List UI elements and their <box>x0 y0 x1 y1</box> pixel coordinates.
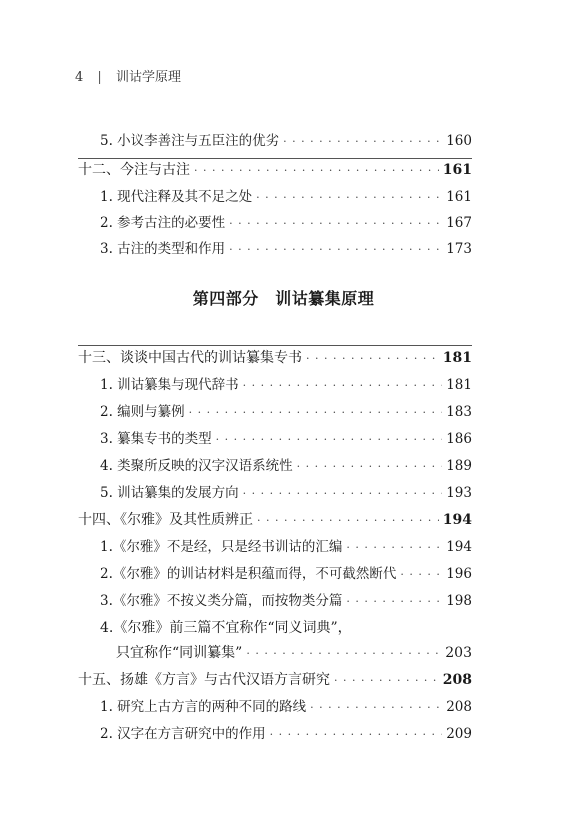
toc-entry-page: 183 <box>446 404 472 420</box>
toc-chapter-page: 181 <box>442 350 472 366</box>
toc-leader <box>229 240 442 260</box>
toc-entry-page: 167 <box>446 215 472 231</box>
toc-leader <box>400 565 442 585</box>
toc-chapter[interactable] <box>78 670 472 690</box>
toc-entry-title: 2.《尔雅》的训诂材料是积蕴而得，不可截然断代 <box>100 566 397 582</box>
toc-chapter[interactable] <box>78 348 472 368</box>
toc-entry-page: 161 <box>446 189 472 205</box>
toc-entry-page: 209 <box>446 726 472 742</box>
toc-entry[interactable] <box>100 483 472 503</box>
toc-chapter[interactable] <box>78 160 472 180</box>
book-title: 训诂学原理 <box>115 70 181 85</box>
toc-entry-title: 1. 研究上古方言的两种不同的路线 <box>100 699 307 715</box>
toc-entry-page: 196 <box>446 566 472 582</box>
toc-entry[interactable] <box>100 131 472 151</box>
toc-entry-page: 208 <box>446 699 472 715</box>
toc-leader <box>306 349 439 369</box>
toc-entry-title: 2. 汉字在方言研究中的作用 <box>100 726 266 742</box>
toc-entry[interactable] <box>100 402 472 422</box>
toc-entry[interactable] <box>100 537 472 557</box>
divider-top <box>78 158 472 159</box>
toc-entry-title: 2. 参考古注的必要性 <box>100 215 226 231</box>
toc-entry[interactable] <box>100 429 472 449</box>
page-number: 4 <box>75 70 84 85</box>
toc-entry-page: 194 <box>446 539 472 555</box>
toc-leader <box>216 430 443 450</box>
toc-entry[interactable] <box>100 564 472 584</box>
toc-leader <box>346 538 442 558</box>
toc-chapter[interactable] <box>78 510 472 530</box>
toc-leader <box>194 161 439 181</box>
toc-entry[interactable] <box>100 456 472 476</box>
header-separator: | <box>97 70 102 85</box>
toc-leader <box>346 592 442 612</box>
toc-entry-title: 3. 纂集专书的类型 <box>100 431 212 447</box>
toc-leader <box>257 511 439 531</box>
toc-entry-continuation[interactable] <box>116 643 472 663</box>
toc-entry[interactable] <box>100 618 472 638</box>
running-header <box>75 66 181 85</box>
toc-chapter-title: 十二、今注与古注 <box>78 162 190 178</box>
toc-leader <box>256 188 442 208</box>
toc-entry-title: 只宜称作“同训纂集” <box>116 645 243 661</box>
toc-entry-title: 1. 现代注释及其不足之处 <box>100 189 253 205</box>
toc-chapter-title: 十三、谈谈中国古代的训诂纂集专书 <box>78 350 302 366</box>
toc-entry-page: 198 <box>446 593 472 609</box>
toc-entry-page: 181 <box>446 377 472 393</box>
toc-entry-title: 3. 古注的类型和作用 <box>100 241 226 257</box>
toc-leader <box>270 725 443 745</box>
toc-entry-title: 4.《尔雅》前三篇不宜称作“同义词典”， <box>100 620 352 636</box>
divider-section <box>78 345 472 346</box>
toc-entry-title: 5. 小议李善注与五臣注的优劣 <box>100 133 280 149</box>
toc-entry[interactable] <box>100 724 472 744</box>
toc-entry-title: 4. 类聚所反映的汉字汉语系统性 <box>100 458 293 474</box>
toc-entry[interactable] <box>100 591 472 611</box>
toc-leader <box>283 132 442 152</box>
toc-leader <box>189 403 443 423</box>
section-heading: 第四部分 训诂纂集原理 <box>192 289 375 308</box>
toc-leader <box>310 698 442 718</box>
toc-chapter-page: 208 <box>442 672 472 688</box>
toc-entry-page: 173 <box>446 241 472 257</box>
toc-leader <box>297 457 443 477</box>
toc-entry-page: 203 <box>445 645 472 661</box>
toc-entry-title: 3.《尔雅》不按义类分篇，而按物类分篇 <box>100 593 343 609</box>
toc-entry-page: 189 <box>446 458 472 474</box>
toc-entry-title: 2. 编则与纂例 <box>100 404 185 420</box>
toc-leader <box>246 644 441 664</box>
toc-entry[interactable] <box>100 187 472 207</box>
toc-chapter-page: 194 <box>442 512 472 528</box>
toc-leader <box>243 376 443 396</box>
toc-leader <box>334 671 439 691</box>
toc-entry[interactable] <box>100 697 472 717</box>
toc-entry[interactable] <box>100 375 472 395</box>
toc-chapter-page: 161 <box>442 162 472 178</box>
toc-entry-page: 193 <box>446 485 472 501</box>
toc-entry-page: 160 <box>446 133 472 149</box>
toc-entry[interactable] <box>100 239 472 259</box>
toc-leader <box>229 214 442 234</box>
toc-chapter-title: 十四、《尔雅》及其性质辨正 <box>78 512 253 528</box>
toc-leader <box>243 484 443 504</box>
toc-entry-title: 1.《尔雅》不是经，只是经书训诂的汇编 <box>100 539 343 555</box>
toc-entry-title: 5. 训诂纂集的发展方向 <box>100 485 239 501</box>
toc-entry-title: 1. 训诂纂集与现代辞书 <box>100 377 239 393</box>
toc-entry-page: 186 <box>446 431 472 447</box>
toc-entry[interactable] <box>100 213 472 233</box>
toc-chapter-title: 十五、扬雄《方言》与古代汉语方言研究 <box>78 672 330 688</box>
